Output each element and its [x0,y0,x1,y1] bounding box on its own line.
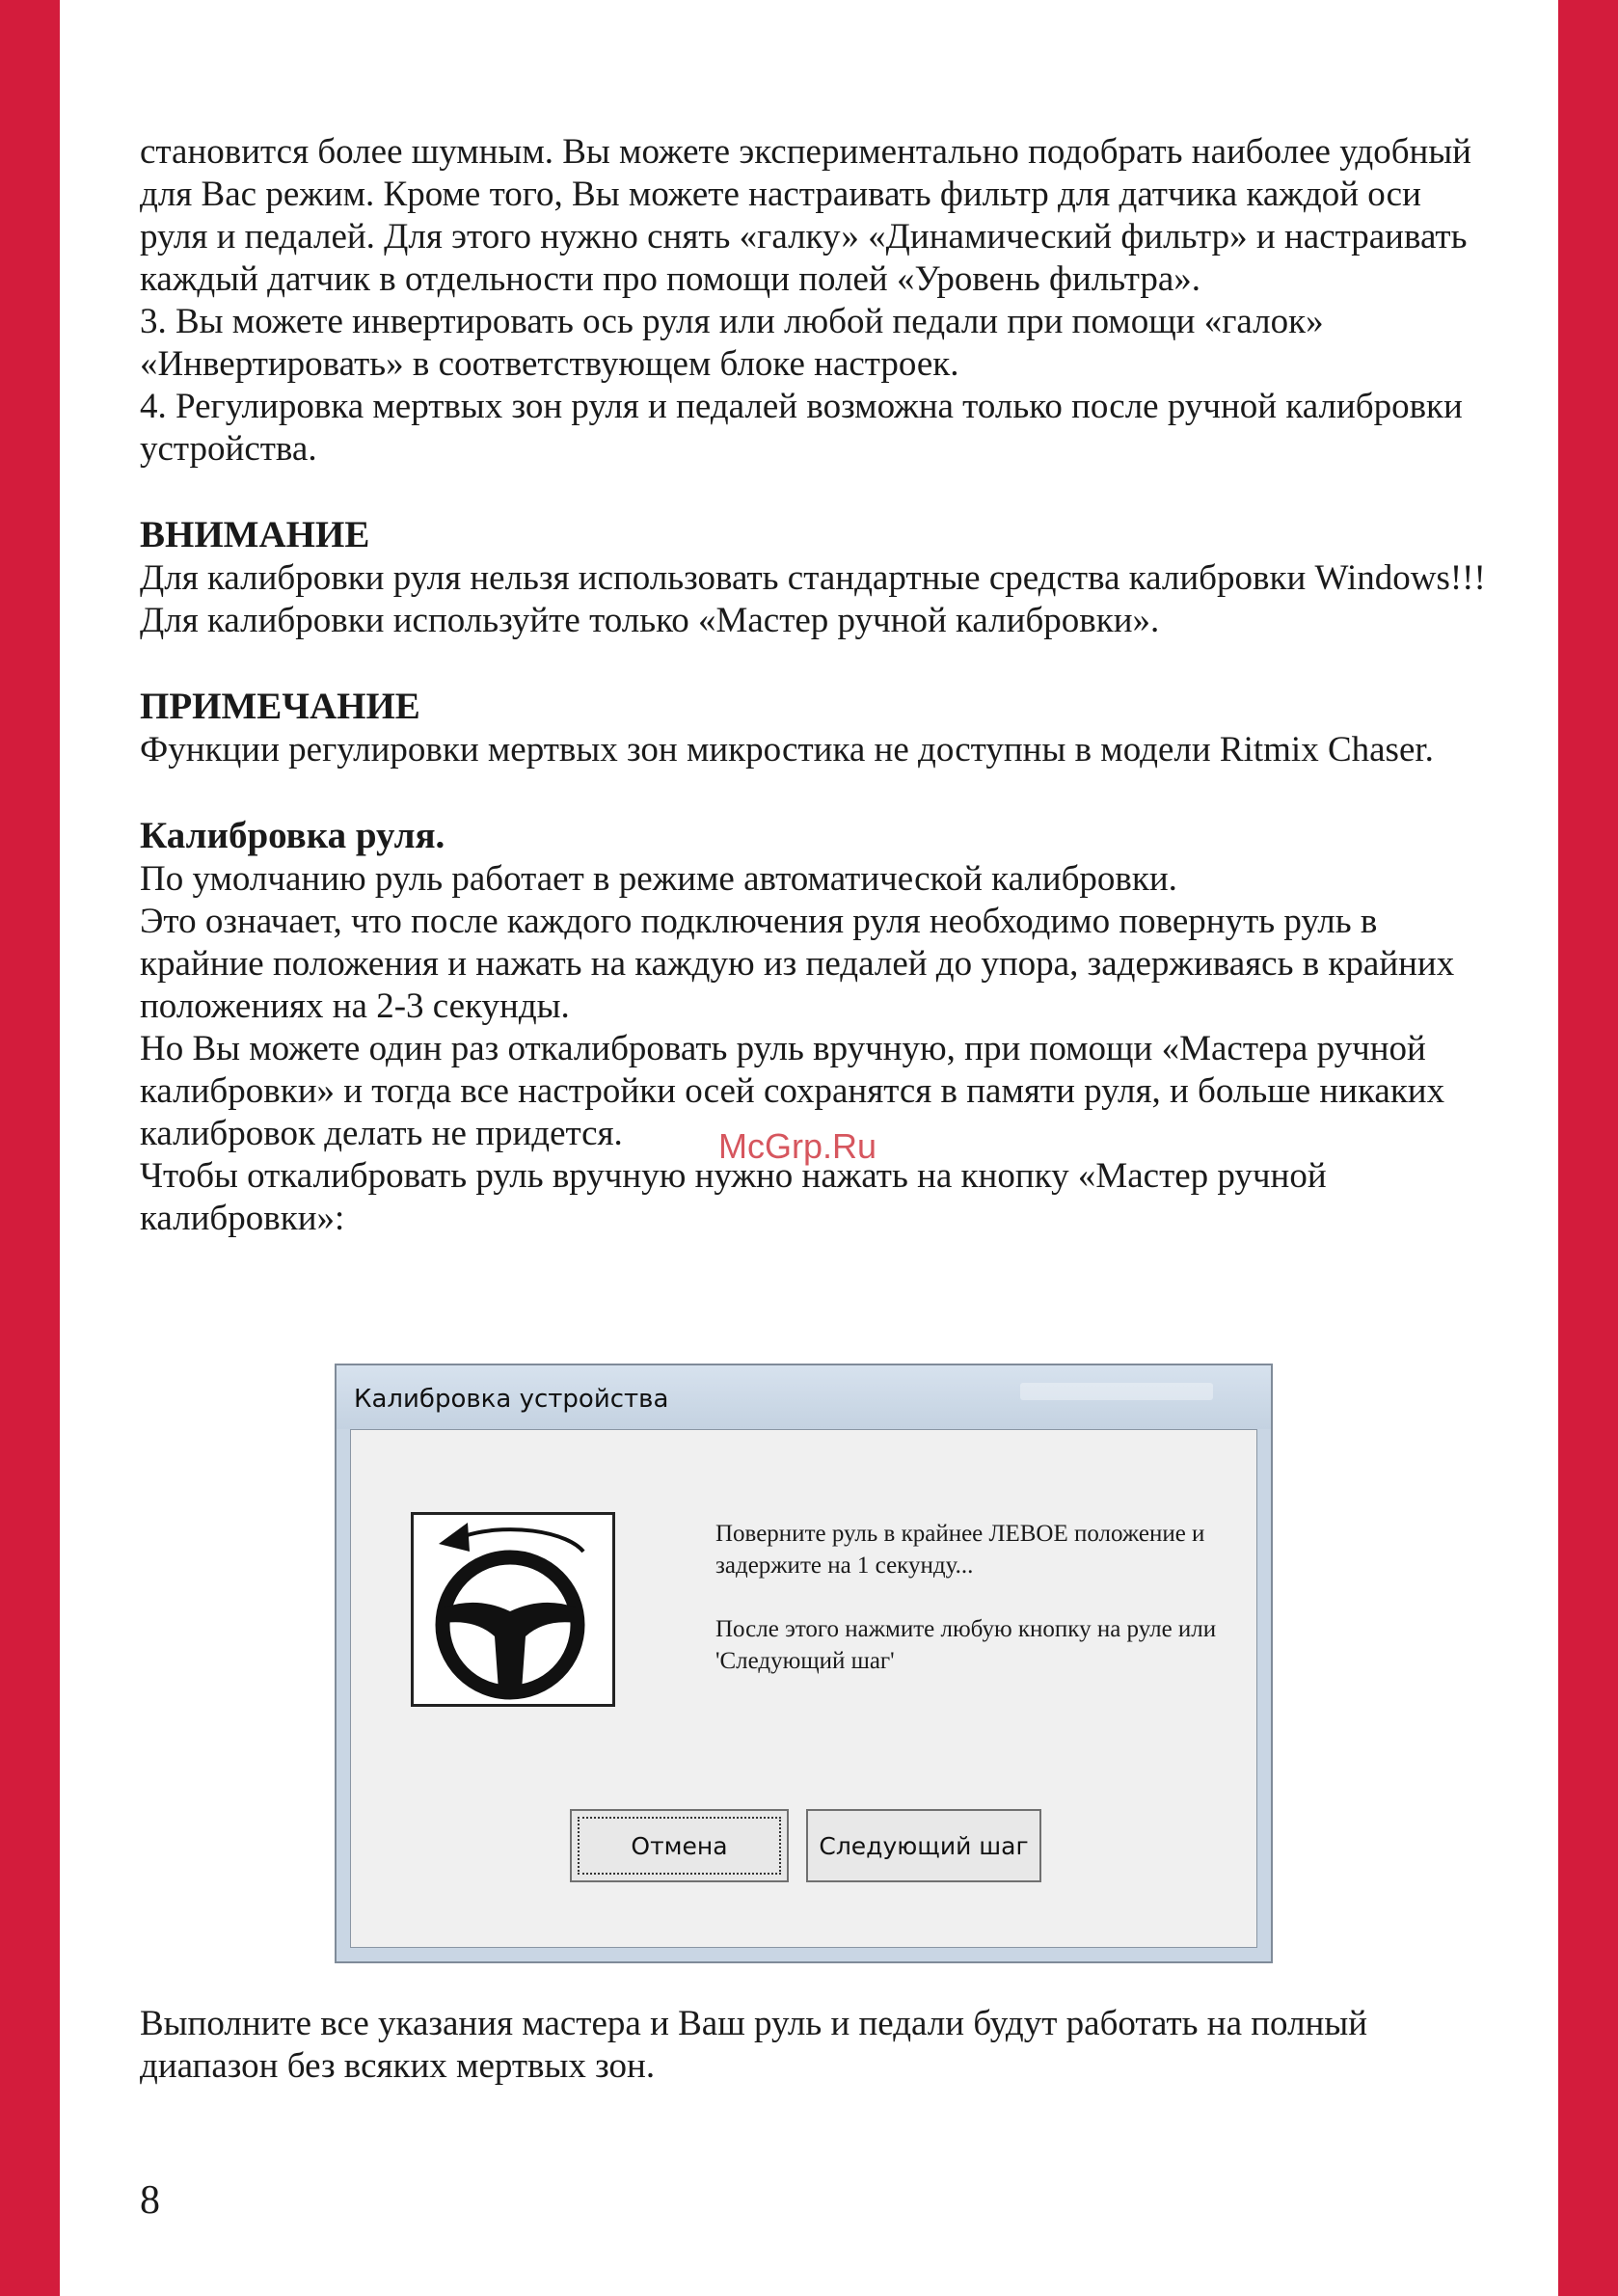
focus-ring [578,1817,781,1875]
titlebar-background [1020,1383,1213,1400]
list-item-4: 4. Регулировка мертвых зон руля и педалей возможна только после ручной калибровки устройства. [140,387,1463,469]
dialog-message-next-step: После этого нажмите любую кнопку на руле или 'Следующий шаг' [715,1616,1217,1674]
spacer [140,471,1490,513]
paragraph-1: становится более шумным. Вы можете экспериментально подобрать наиболее удобный для Вас режим. Кроме того, Вы можете настраивать фильтр для датчика каждой оси руля и педалей. Для этого нужно снять «галку» «Динамический фильтр» и настраивать каждый датчик в отдельности про помощи полей «Уровень фильтра». [140,132,1471,299]
dialog-message [715,1518,1255,1677]
spacer [715,1581,1255,1613]
main-text [140,131,1490,1240]
left-red-band [0,0,60,2296]
warning-text: Для калибровки руля нельзя использовать стандартные средства калибровки Windows!!! Для калибровки используйте только «Мастер ручной калибровки». [140,558,1486,640]
steering-wheel-turn-left-icon [411,1512,615,1707]
note-heading: ПРИМЕЧАНИЕ [140,686,420,727]
calibration-paragraph-3: Но Вы можете один раз откалибровать руль вручную, при помощи «Мастера ручной калибровки» и тогда все настройки осей сохранятся в памяти руля, и больше никаких калибровок делать не придется. [140,1029,1445,1153]
list-item-3: 3. Вы можете инвертировать ось руля или любой педали при помощи «галок» «Инвертировать» в соответствующем блоке настроек. [140,302,1324,384]
spacer [140,642,1490,685]
spacer [140,771,1490,814]
closing-paragraph: Выполните все указания мастера и Ваш руль и педали будут работать на полный диапазон без всяких мертвых зон. [140,2004,1367,2086]
cancel-button[interactable] [570,1809,789,1882]
next-step-button[interactable] [806,1809,1041,1882]
dialog-message-instruction: Поверните руль в крайнее ЛЕВОЕ положение и задержите на 1 секунду... [715,1521,1205,1579]
calibration-paragraph-1: По умолчанию руль работает в режиме автоматической калибровки. [140,859,1177,899]
dialog-titlebar[interactable] [337,1365,1271,1429]
calibration-paragraph-4: Чтобы откалибровать руль вручную нужно нажать на кнопку «Мастер ручной калибровки»: [140,1156,1327,1238]
right-red-band [1558,0,1618,2296]
next-step-button-label: Следующий шаг [819,1831,1029,1860]
note-text: Функции регулировки мертвых зон микростика не доступны в модели Ritmix Chaser. [140,730,1434,770]
dialog-title: Калибровка устройства [354,1385,669,1414]
closing-text [140,2003,1490,2088]
page-number: 8 [140,2178,160,2223]
calibration-heading: Калибровка руля. [140,815,445,856]
watermark: McGrp.Ru [718,1126,877,1166]
calibration-paragraph-2: Это означает, что после каждого подключения руля необходимо повернуть руль в крайние положения и нажать на каждую из педалей до упора, задерживаясь в крайних положениях на 2-3 секунды. [140,902,1455,1026]
warning-heading: ВНИМАНИЕ [140,514,370,555]
cancel-button-label: Отмена [631,1831,728,1860]
